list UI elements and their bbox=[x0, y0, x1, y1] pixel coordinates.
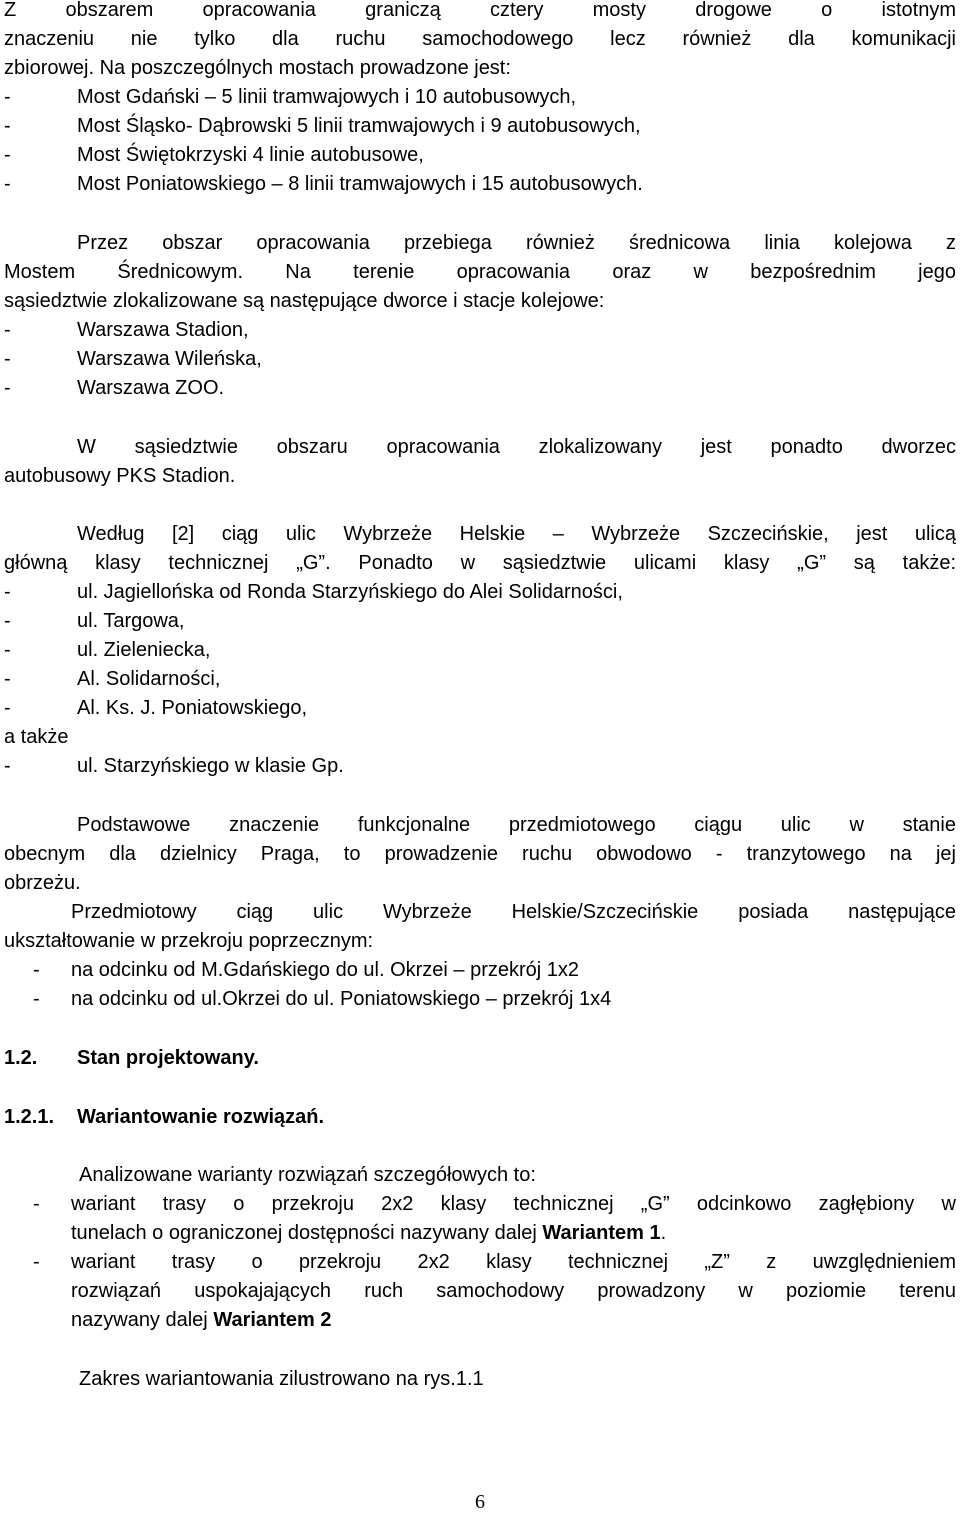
paragraph-line: Przedmiotowy ciąg ulic Wybrzeże Helskie/Szczecińskie posiada następujące bbox=[71, 901, 956, 923]
list-item-continuation bbox=[71, 1306, 332, 1334]
list-item: ul. Jagiellońska od Ronda Starzyńskiego do Alei Solidarności, bbox=[77, 581, 623, 603]
list-item: Most Śląsko- Dąbrowski 5 linii tramwajowych i 9 autobusowych, bbox=[77, 115, 641, 137]
list-dash: - bbox=[4, 115, 11, 137]
list-item: ul. Targowa, bbox=[77, 610, 185, 632]
paragraph-line: Przez obszar opracowania przebiega również średnicowa linia kolejowa z bbox=[77, 232, 956, 254]
paragraph-line: Według [2] ciąg ulic Wybrzeże Helskie – Wybrzeże Szczecińskie, jest ulicą bbox=[77, 523, 956, 545]
list-item: Al. Solidarności, bbox=[77, 668, 221, 690]
list-item: ul. Zieleniecka, bbox=[77, 639, 211, 661]
list-dash: - bbox=[4, 144, 11, 166]
list-dash: - bbox=[4, 639, 11, 661]
list-item: wariant trasy o przekroju 2x2 klasy technicznej „G” odcinkowo zagłębiony w bbox=[71, 1193, 956, 1215]
list-dash: - bbox=[4, 697, 11, 719]
variant-text: tunelach o ograniczonej dostępności nazywany dalej bbox=[71, 1222, 537, 1244]
paragraph-line: obecnym dla dzielnicy Praga, to prowadzenie ruchu obwodowo - tranzytowego na jej bbox=[4, 843, 956, 865]
list-dash: - bbox=[4, 348, 11, 370]
list-dash: - bbox=[4, 319, 11, 341]
paragraph-line: zbiorowej. Na poszczególnych mostach prowadzone jest: bbox=[4, 57, 511, 79]
paragraph-line: Analizowane warianty rozwiązań szczegółowych to: bbox=[79, 1164, 536, 1186]
list-dash: - bbox=[33, 988, 40, 1010]
list-item: Al. Ks. J. Poniatowskiego, bbox=[77, 697, 308, 719]
list-dash: - bbox=[4, 377, 11, 399]
subsection-heading: Wariantowanie rozwiązań. bbox=[77, 1106, 325, 1128]
variant-name: Wariantem 2 bbox=[213, 1309, 332, 1331]
paragraph-line: główną klasy technicznej „G”. Ponadto w sąsiedztwie ulicami klasy „G” są także: bbox=[4, 552, 956, 574]
variant-name: Wariantem 1 bbox=[542, 1222, 661, 1244]
list-item: na odcinku od M.Gdańskiego do ul. Okrzei – przekrój 1x2 bbox=[71, 959, 580, 981]
list-item: Warszawa ZOO. bbox=[77, 377, 225, 399]
paragraph-line: a także bbox=[4, 726, 69, 748]
list-item: Most Świętokrzyski 4 linie autobusowe, bbox=[77, 144, 424, 166]
list-dash: - bbox=[33, 1193, 40, 1215]
list-dash: - bbox=[4, 86, 11, 108]
paragraph-line: obrzeżu. bbox=[4, 872, 81, 894]
list-dash: - bbox=[33, 959, 40, 981]
variant-text: nazywany dalej bbox=[71, 1309, 208, 1331]
paragraph-line: Zakres wariantowania zilustrowano na rys.1.1 bbox=[79, 1368, 484, 1390]
list-item: Warszawa Wileńska, bbox=[77, 348, 262, 370]
subsection-number: 1.2.1. bbox=[4, 1106, 55, 1128]
list-dash: - bbox=[4, 173, 11, 195]
section-heading: Stan projektowany. bbox=[77, 1047, 259, 1069]
paragraph-line: Z obszarem opracowania graniczą cztery mosty drogowe o istotnym bbox=[4, 0, 956, 21]
list-item: Most Poniatowskiego – 8 linii tramwajowych i 15 autobusowych. bbox=[77, 173, 643, 195]
page-number: 6 bbox=[475, 1491, 485, 1513]
list-dash: - bbox=[4, 755, 11, 777]
list-dash: - bbox=[4, 668, 11, 690]
paragraph-line: sąsiedztwie zlokalizowane są następujące dworce i stacje kolejowe: bbox=[4, 290, 605, 312]
list-item: wariant trasy o przekroju 2x2 klasy technicznej „Z” z uwzględnieniem bbox=[71, 1251, 956, 1273]
paragraph-line: ukształtowanie w przekroju poprzecznym: bbox=[4, 930, 374, 952]
list-item-continuation bbox=[71, 1219, 666, 1247]
variant-end: . bbox=[660, 1222, 667, 1244]
paragraph-line: Mostem Średnicowym. Na terenie opracowania oraz w bezpośrednim jego bbox=[4, 261, 956, 283]
list-item: ul. Starzyńskiego w klasie Gp. bbox=[77, 755, 344, 777]
list-item: Warszawa Stadion, bbox=[77, 319, 249, 341]
list-item-continuation: rozwiązań uspokajających ruch samochodowy prowadzony w poziomie terenu bbox=[71, 1280, 956, 1302]
list-item: na odcinku od ul.Okrzei do ul. Poniatowskiego – przekrój 1x4 bbox=[71, 988, 612, 1010]
list-item: Most Gdański – 5 linii tramwajowych i 10 autobusowych, bbox=[77, 86, 577, 108]
paragraph-line: znaczeniu nie tylko dla ruchu samochodowego lecz również dla komunikacji bbox=[4, 28, 956, 50]
section-number: 1.2. bbox=[4, 1047, 38, 1069]
paragraph-line: autobusowy PKS Stadion. bbox=[4, 465, 236, 487]
paragraph-line: W sąsiedztwie obszaru opracowania zlokalizowany jest ponadto dworzec bbox=[77, 436, 956, 458]
paragraph-line: Podstawowe znaczenie funkcjonalne przedmiotowego ciągu ulic w stanie bbox=[77, 814, 956, 836]
list-dash: - bbox=[4, 610, 11, 632]
list-dash: - bbox=[33, 1251, 40, 1273]
list-dash: - bbox=[4, 581, 11, 603]
